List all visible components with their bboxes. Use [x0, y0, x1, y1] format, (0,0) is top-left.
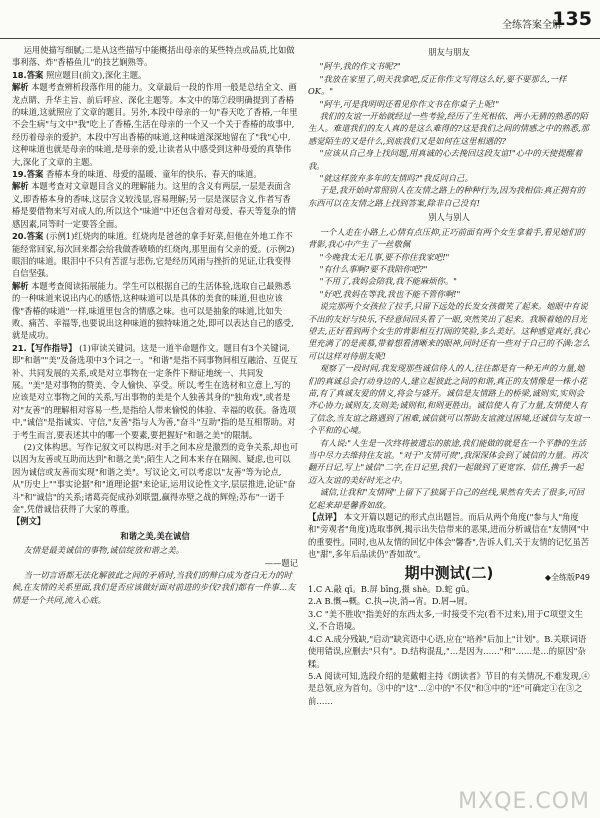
- explanation-18: 解析 本题考查辨析段落作用的能力。文章最后一段的作用一般是总结全文、画龙点睛、升华主旨、前后呼应、深化主题等。本文中的第⑦段明确提到了香椿的味道,这就照应了文章的题目。另外,本段中母亲的一句"春天吃了香椿,一年里不会生病"与文中"我"吃上了香椿,生活在母亲的一个又一个关于香椿的故事中,经历着母亲的爱护。本段中写出香椿的味道,这种味道深深地留在了"我"心中,这种味道也就是母亲的味道,是母亲的爱,让读者从中感受到这种母爱的真挚伟大,深化了文章的主题。: [12, 82, 298, 167]
- explanation-20: 解析 本题考查阅读拓展能力。学生可以根据自己的生活体验,选取自己最熟悉的一种味道来说出内心的感悟,这种味道可以是具体的美食的味道,但也应该像"香椿的味道"一样,味道里包含的情感之味。也可以是抽象的味道,比如失败、痛苦、幸福等,也要说出这种味道的独特味道之处,即可以表达自己的感受,就是成功。: [12, 280, 294, 341]
- explanation-19: 解析 本题考查对文章题目含义的理解能力。这里的含义有两层,一层是表面含义,即香椿本身的香味,这层含义较浅显,容易理解;另一层是深层含义,作者写香椿是要借物来写对成人的,所以这个"味道"中还包含着对母爱、春天等复杂的情感因素,同等时一定要答全面。: [12, 181, 297, 229]
- continuation-paragraph: 运用使描写细腻;二是从这些描写中能概括出母亲的某些特点或品质,比如做事利落、炸"香椿鱼儿"的技艺娴熟等。: [12, 45, 295, 68]
- example-author: ——题记: [264, 557, 298, 568]
- example-subtitle: 友情是最美诚信的事物,诚信绽放和谐之美。: [23, 545, 184, 556]
- comment: 【点评】 本文开篇以题记的形式点出题旨。而后从两个角度("参与人"角度和"旁观者"角度)选取事例,揭示出失信带来的恶果,进而分析诚信在"友情网"中的重要性。同时,也从友情的回忆中体会"馨香",告诉人们,关于友情的记忆虽苦也"甜",多年后品读仍"香如故"。: [308, 512, 590, 560]
- right-column: [308, 44, 590, 707]
- answer-19: 19.答案 香椿本身的味道、母爱的温暖、童年的快乐、春天的味道。: [12, 169, 262, 180]
- answer-item: 2.A B.慨→概。C.执→决,消→宵。D.屑→屑。: [308, 596, 473, 607]
- example-title: 和谐之美,美在诚信: [120, 530, 190, 541]
- example-body: 当一切言语都无法化解彼此之间的矛盾时,当我们的辩白成为苍白无力的时候,在友情的关系里面,我们是否应该做好面对前进的步伐?我们都有一件事…友情是一个共同,流入心底。: [12, 570, 296, 605]
- story2: 一个人走在小路上,心情有点压抑,正巧前面有两个女生拿着手,看见她们的背影,我心中产生了一丝敬佩 "今晚我太无儿事,要不你住我家吧!" "有什么事啊?要不我陪你吧?" "不用了,我妈会陪我,我不能麻烦你。" "好吧,我妈在等我,我也不能不管你啊!" 说完那两个女孩拉了拉手,只留下远处的长发女孩微笑了起来。她眼中有说不出的友好与快乐,不经意间回头看了一眼,突然笑出了起来。我顺着她的目光望去,正好看到两个女生的背影相互打闹的笑脸,多么美好。这种感觉真好,我心里充满了的是羡慕,带着想看清晰来的眼神,同时还有一些对于自己的不满:怎么可以这样对待朋友呢! 观察了一段时间,我发现那些诚信待人的人,往往都是有一种无声的力量,她们的真诚总会打动身边的人,建立起彼此之间的和谐,真正的友情像是一株小花苗,有了真诚友爱的情义,将会与盛开。诚信是友情路上的桥梁,诚则实,实则会齐心协力;诚则友,友则美;诚则和,和则更胜出。诚信使人有了力量,友情使人有了信念,当友谊之路遇到了困难,诚信就可以帮助友谊渡过困境,还诚信与友谊一个平和的心境。 有人说:"人生是一次终将被遗忘的旅途,我们能做的就是在一个平静的生活当中尽力去维持住友谊。"对于"友情可贵",我深深体会到了诚信的力量。再次翻开日记,写上"诚信"二字,在日记里,我们一起做到了更宽容、信任,携手一起迈入友谊的美好时光之中。 诚信,让我和"友情网"上留下了独属于自己的丝线,果然有失去了很多,可回忆起来却是馨香如故。: [308, 226, 590, 510]
- example-tag: 【例文】: [12, 516, 46, 527]
- watermark: MXQE.COM: [458, 789, 590, 814]
- writing-guide-2: (2)文体构思。写作记叙文可以构思:对手之间本应是激烈的竞争关系,却也可以因为友善或互助而达到"和谐之美";陌生人之间本来存在隔阂、疑虑,也可以因为诚信或友善而实现"和谐之美"。写议论文,可以考虑以"友善"等为论点,从"历史上""事实论据"和"道理论据"来论证,运用议论性文字,层层推进,论证"奋斗"和"诚信"的关系;诸葛亮促成孙刘联盟,赢得赤壁之战的辉煌;苏布"一诺千金",凭借诚信获得了大家的尊重。: [12, 442, 299, 515]
- answer-list: [308, 583, 590, 707]
- answer-21: 21.【写作指导】 (1)审读关键词。这是一道半命题作文。题目有3个关键词,即"和谐""美"及备选项中3个词之一。"和谐"是指不同事物间相互融洽、互促互补、共同发展的关系,或是对立事物在一定条件下辩证地统一、共同发展。"美"是对事物的赞美、令人愉快、享受。所以,考生在选材和立意上,写的应该是对立事物之间的关系,写出事物的美是个人独善其身的"独角戏",或者是对"友善"的理解相对容易一些,是指给人带来愉悦的体验、幸福的收获。备选项中,"诚信"是指诚实、守信,"友善"指与人为善,"奋斗"互助"指的是互相帮助。对于考生而言,要表述其中的哪一个要素,要把握好"和谐之美"的限制。: [12, 342, 298, 440]
- answer-item: 3.C "美不胜收"指美好的东西太多,一时接受不完(看不过来),用于C项望文生义,不合语境。: [308, 608, 583, 632]
- answer-item: 4.C A.成分残缺,"启动"缺宾语中心语,应在"培养"后加上"计划"。B.关联词语使用错误,应删去"只有"。D.结构混乱,"…是因为……"和"……是…的原因"杂糅。: [308, 633, 587, 669]
- section-title: 期中测试(二) ◆全练版P49: [308, 567, 590, 579]
- story1: "阿牛,我的作文书呢?" "我放在家里了,明天我拿吧,反正你作文写得这么好,要不要那么,一样 OK。" "阿牛,可是我明明还看见你作文书在你桌子上呢!" 我们的友谊一开始就经过一些考验,经历了生死相依、两小无猜的熟悉的陌生人。难道我们的友人真的是这么难得的?这是我们之间的情感之中的熟悉,那感觉陌生的又是什么,到底我们又是如何在这里相遇的? "应该从自己身上找问题,用真诚的心去挽回这段友谊!"心中的天使提醒着我。 "就这样放弃多年的友情吗?"我反问自己。 于是,我开始时常照别人在友情之路上的种种行为,因为我相信:真正拥有的东西可以在友情之路上找到答案,除非自己没有!: [308, 61, 589, 208]
- left-column: [12, 44, 298, 606]
- answer-20: 20.答案 (示例1)红烧肉的味道。红烧肉是爸爸的拿手好菜,但他在外地工作不能经常回家,每次回来都会给我做香喷喷的红烧肉,那里面有父亲的爱。(示例2)眼泪的味道。眼泪中不只有苦涩与悲伤,它是经历风雨与挫折的见证,让我变得自信坚强。: [12, 231, 295, 279]
- page-number: 135: [552, 8, 592, 30]
- page-header: [0, 8, 600, 39]
- story2-title: 别人与别人: [428, 212, 470, 223]
- section-ref: ◆全练版P49: [544, 572, 590, 582]
- story-title: 朋友与朋友: [428, 47, 470, 57]
- answer-item: 5.A 阅读可知,选段介绍的是戴帽主持《朗读者》节目的有关情况,不难发现,④是总领,应为首句。③中的"这"…②中的"不仅"和③中的"还"可确定①在③之前……: [308, 670, 590, 706]
- header-title: 全练答案全解: [502, 20, 562, 31]
- answer-item: 1.C A.敲 qī。B.屏 bīng,摄 shè。D.蛇 gū。: [308, 584, 475, 595]
- answer-18: 18.答案 照应题目(前文),深化主题。: [12, 69, 147, 80]
